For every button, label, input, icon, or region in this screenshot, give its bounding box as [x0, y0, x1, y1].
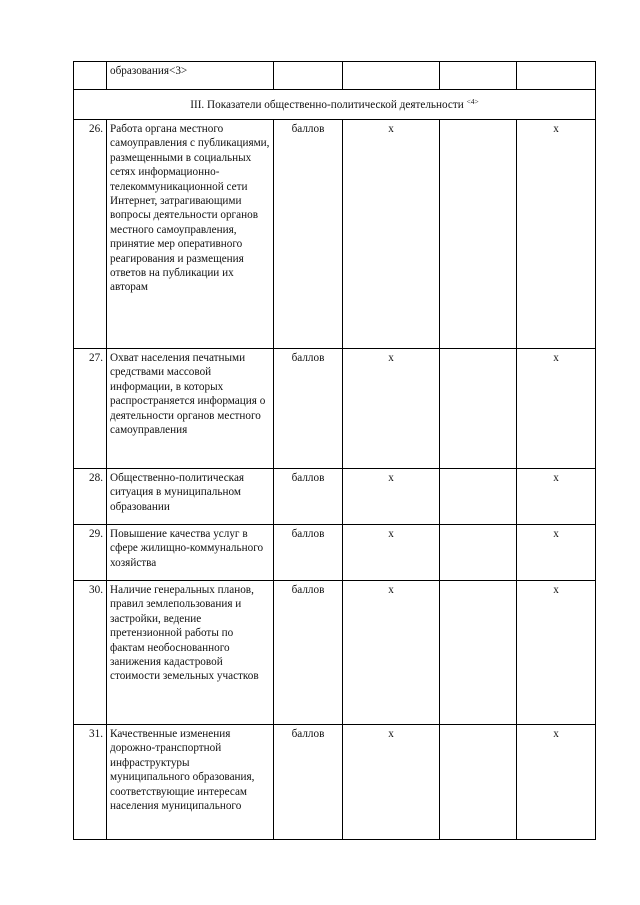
section-title: III. Показатели общественно-политической деятельности [190, 99, 464, 111]
cell-c4 [440, 525, 517, 581]
cell-c5: x [517, 120, 596, 349]
section-header-row [74, 90, 596, 120]
cell-name: Наличие генеральных планов, правил землепользования и застройки, ведение претензионной работы по фактам необоснованного занижения кадастровой стоимости земельных участков [107, 581, 274, 725]
cell-c4 [440, 349, 517, 469]
cell-name: образования<3> [107, 62, 274, 90]
cell-c3: x [343, 349, 440, 469]
cell-name: Повышение качества услуг в сфере жилищно-коммунального хозяйства [107, 525, 274, 581]
cell-unit: баллов [274, 581, 343, 725]
table-row-top [74, 62, 596, 90]
cell-num: 26. [74, 120, 107, 349]
cell-unit: баллов [274, 725, 343, 840]
indicators-table [73, 61, 596, 840]
cell-num: 30. [74, 581, 107, 725]
cell-c4 [440, 469, 517, 525]
cell-num: 31. [74, 725, 107, 840]
table-row [74, 469, 596, 525]
cell-unit: баллов [274, 349, 343, 469]
table-row [74, 525, 596, 581]
table-row [74, 120, 596, 349]
cell-c3: x [343, 581, 440, 725]
cell-name: Качественные изменения дорожно-транспортной инфраструктуры муниципального образования, соответствующие интересам населения муниципального [107, 725, 274, 840]
cell-unit [274, 62, 343, 90]
section-note: <4> [466, 97, 479, 106]
cell-c5: x [517, 349, 596, 469]
cell-c4 [440, 581, 517, 725]
cell-c5: x [517, 525, 596, 581]
cell-c3: x [343, 469, 440, 525]
cell-c5: x [517, 725, 596, 840]
cell-c3: x [343, 120, 440, 349]
cell-c5: x [517, 581, 596, 725]
cell-c3: x [343, 725, 440, 840]
cell-name: Работа органа местного самоуправления с публикациями, размещенными в социальных сетях информационно-телекоммуникационной сети Интернет, затрагивающими вопросы деятельности органов местного самоуправления, принятие мер оперативного реагирования и размещения ответов на публикации их авторам [107, 120, 274, 349]
cell-name: Охват населения печатными средствами массовой информации, в которых распространяется информация о деятельности органов местного самоуправления [107, 349, 274, 469]
table-row [74, 349, 596, 469]
cell-c4 [440, 725, 517, 840]
cell-unit: баллов [274, 120, 343, 349]
cell-name: Общественно-политическая ситуация в муниципальном образовании [107, 469, 274, 525]
cell-c5: x [517, 469, 596, 525]
table-row [74, 725, 596, 840]
cell-c4 [440, 120, 517, 349]
cell-c5 [517, 62, 596, 90]
section-title-cell [74, 90, 596, 120]
cell-c4 [440, 62, 517, 90]
cell-num: 29. [74, 525, 107, 581]
cell-num: 28. [74, 469, 107, 525]
cell-c3: x [343, 525, 440, 581]
cell-unit: баллов [274, 469, 343, 525]
table-row [74, 581, 596, 725]
cell-num [74, 62, 107, 90]
cell-num: 27. [74, 349, 107, 469]
cell-c3 [343, 62, 440, 90]
cell-unit: баллов [274, 525, 343, 581]
